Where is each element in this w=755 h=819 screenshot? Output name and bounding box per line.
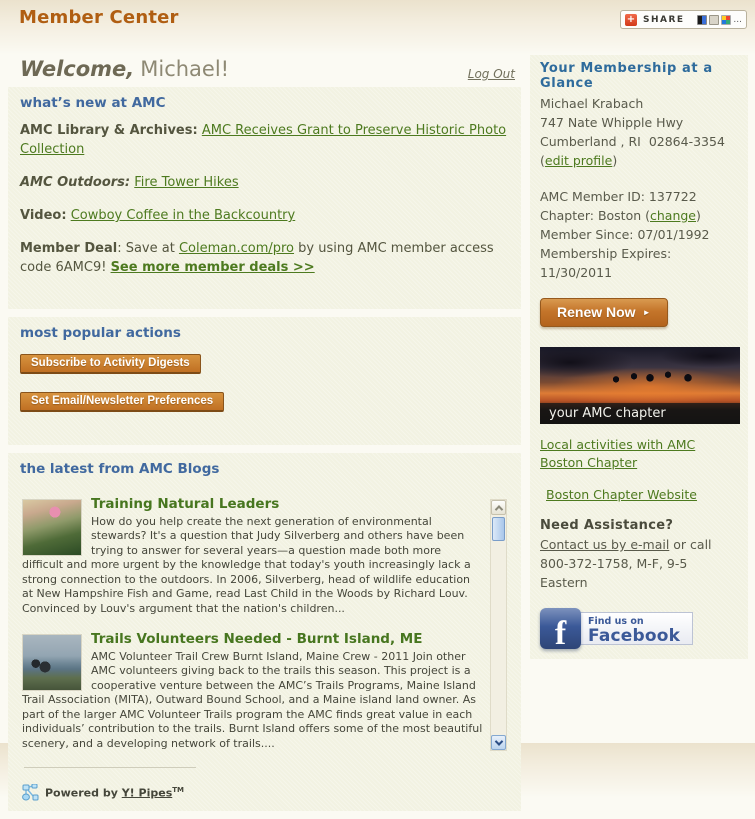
member-deal-label: Member Deal [20,241,118,256]
facebook-text-box [577,612,693,645]
page-title: Member Center [19,7,179,28]
blog-thumbnail-image [22,499,82,556]
news-item-video [20,206,508,225]
welcome-greeting: Welcome, [20,57,135,81]
powered-by-text [45,786,184,800]
membership-expires: Membership Expires: 11/30/2011 [540,246,676,280]
whats-new-heading: what’s new at AMC [20,95,166,111]
scroll-up-button[interactable] [491,500,506,515]
share-button[interactable] [620,10,747,29]
renew-now-button[interactable] [540,298,668,327]
paren: ) [612,153,618,168]
blog-post [22,497,483,616]
edit-profile-link[interactable]: edit profile [544,153,613,168]
yahoo-pipes-icon [22,784,39,801]
blog-separator [24,767,196,768]
member-address-line2: Cumberland , RI 02864-3354 [540,134,725,149]
scrollbar-thumb[interactable] [492,517,505,541]
member-name: Michael Krabach [540,96,644,111]
subscribe-activity-digests-button[interactable]: Subscribe to Activity Digests [20,354,201,374]
blog-thumbnail-image [22,634,82,691]
email-newsletter-preferences-button[interactable]: Set Email/Newsletter Preferences [20,392,224,412]
sidebar [530,55,748,659]
blog-scrollbar[interactable] [490,499,507,751]
share-more-icon[interactable]: ... [733,14,742,25]
facebook-label: Facebook [588,626,681,646]
coleman-link[interactable]: Coleman.com/pro [178,241,295,256]
powered-by-row [20,778,509,801]
blog-post-excerpt: How do you help create the next generation of environmental stewards? It's a question that Judy Silverberg and others have been trying to answer for several years—a question made both more difficult and more urgent by the knowledge that today's youth increasingly lack a strong connection to the outdoors. In 2006, Silverberg, head of wildlife education at New Hampshire Fish and Game, read Last Child in the Woods by Richard Louv. Convinced by Louv's argument that the nation's children... [22,514,471,615]
main-column [8,57,521,819]
cowboy-coffee-video-link[interactable]: Cowboy Coffee in the Backcountry [70,208,296,223]
share-icons [697,15,742,25]
contact-row [540,535,738,554]
popular-actions-heading: most popular actions [20,325,181,341]
news-item-label: AMC Library & Archives: [20,123,198,138]
member-address-line1: 747 Nate Whipple Hwy [540,115,684,130]
member-since: Member Since: 07/01/1992 [540,227,710,242]
paren: ) [696,208,701,223]
local-activities-link[interactable]: Local activities with AMC Boston Chapter [540,437,696,470]
more-member-deals-link[interactable]: See more member deals >> [110,260,315,275]
chapter-row [540,206,738,225]
chapter-photo-caption: your AMC chapter [540,403,740,424]
facebook-f-letter: f [554,615,567,652]
blog-post-excerpt: AMC Volunteer Trail Crew Burnt Island, Maine Crew - 2011 Join other AMC volunteers giving back to the trails this season. This project is a cooperative venture between the AMC’s Trails Programs, Maine Island Trail Association (MITA), Outward Bound School, and a Maine island land owner. As part of the larger AMC Volunteer Trails program the AMC finds great value in each individuals’ contribution to the trails. Burnt Island offers some of the most beautiful scenery, and a developing network of trails.... [22,649,483,750]
welcome-row [8,57,521,87]
blogs-section [8,453,521,811]
spacer [540,170,738,187]
blog-feed [20,487,509,768]
chapter-label: Chapter: Boston ( [540,208,650,223]
boston-chapter-website-link[interactable]: Boston Chapter Website [546,487,697,502]
blog-post [22,632,483,751]
facebook-icon [540,608,581,652]
chevron-up-icon [494,505,502,513]
y-pipes-link[interactable]: Y! Pipes [121,786,173,800]
powered-by-prefix: Powered by [45,786,122,800]
facebook-badge-link[interactable] [540,608,738,652]
news-item-label: Video: [20,208,67,223]
trademark-mark: TM [172,785,184,794]
paren: ( [540,153,545,168]
news-item-library [20,121,508,159]
addthis-plus-icon: + [626,13,636,25]
arrow-right-icon: ► [642,307,651,317]
find-us-on-label: Find us on [588,616,644,627]
fire-tower-hikes-link[interactable]: Fire Tower Hikes [134,175,239,190]
whats-new-section [8,87,521,309]
membership-glance-heading: Your Membership at a Glance [540,61,713,91]
blogs-heading: the latest from AMC Blogs [20,461,220,477]
digg-icon[interactable] [709,15,719,25]
phone-line: 800-372-1758, M-F, 9-5 Eastern [540,556,692,590]
delicious-icon[interactable] [697,15,707,25]
change-chapter-link[interactable]: change [650,208,697,223]
logout-link[interactable]: Log Out [467,67,515,81]
blog-post-title-link[interactable]: Training Natural Leaders [91,497,280,512]
news-item-label: AMC Outdoors: [20,175,131,190]
popular-actions-section [8,317,521,445]
need-assistance-heading: Need Assistance? [540,518,674,533]
welcome-name: Michael! [140,57,230,81]
member-deal-text: : Save at [117,241,179,256]
contact-email-link[interactable]: Contact us by e-mail [540,537,670,552]
news-item-outdoors [20,173,508,192]
library-grant-link[interactable]: AMC Receives Grant to Preserve Historic Photo Collection [20,123,507,157]
chevron-down-icon [494,737,502,745]
member-deal-item [20,239,508,277]
msn-icon[interactable] [721,15,731,25]
contact-suffix: or call [669,537,712,552]
share-label: SHARE [643,14,685,25]
edit-profile-row [540,151,738,170]
member-deal-text: by using AMC member access code 6AMC9! [20,241,494,275]
chapter-photo [540,347,740,424]
renew-label: Renew Now [557,304,636,320]
blog-post-title-link[interactable]: Trails Volunteers Needed - Burnt Island, ME [91,632,423,647]
member-id: AMC Member ID: 137722 [540,189,697,204]
